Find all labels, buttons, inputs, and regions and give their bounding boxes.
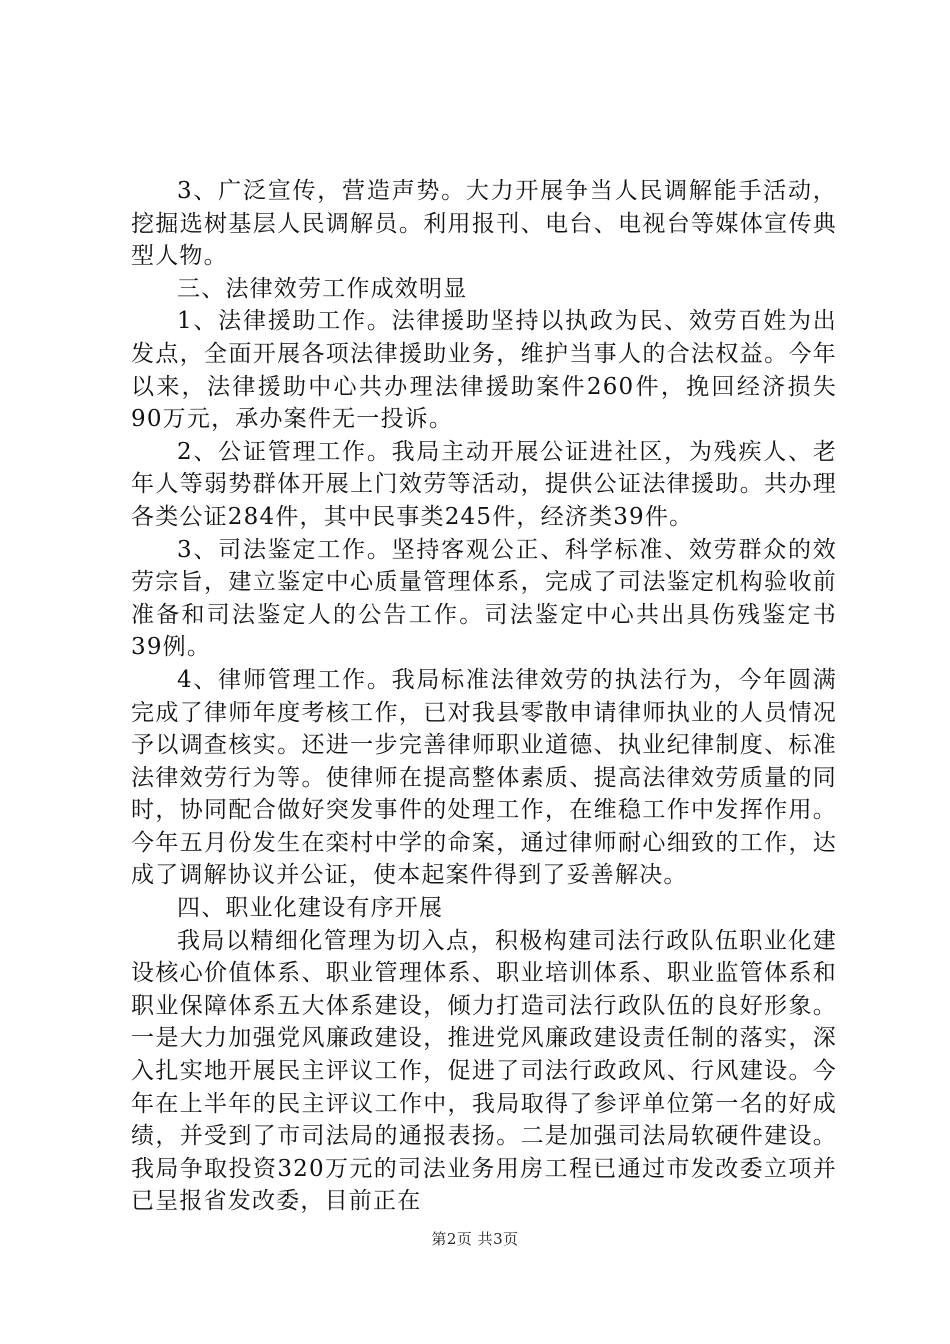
paragraph-publicity: 3、广泛宣传，营造声势。大力开展争当人民调解能手活动，挖掘选树基层人民调解员。利用报刊、电台、电视台等媒体宣传典型人物。 <box>131 178 837 270</box>
document-body <box>131 175 837 1218</box>
page-number-footer: 第2页 共3页 <box>431 1230 519 1248</box>
paragraph-professionalization: 我局以精细化管理为切入点，积极构建司法行政队伍职业化建设核心价值体系、职业管理体系、职业培训体系、职业监管体系和职业保障体系五大体系建设，倾力打造司法行政队伍的良好形象。一是大力加强党风廉政建设，推进党风廉政建设责任制的落实，深入扎实地开展民主评议工作，促进了司法行政政风、行风建设。今年在上半年的民主评议工作中，我局取得了参评单位第一名的好成绩，并受到了市司法局的通报表扬。二是加强司法局软硬件建设。我局争取投资320万元的司法业务用房工程已通过市发改委立项并已呈报省发改委，目前正在 <box>131 927 837 1215</box>
paragraph-lawyer-management: 4、律师管理工作。我局标准法律效劳的执法行为，今年圆满完成了律师年度考核工作，已对我县零散申请律师执业的人员情况予以调查核实。还进一步完善律师职业道德、执业纪律制度、标准法律效劳行为等。使律师在提高整体素质、提高法律效劳质量的同时，协同配合做好突发事件的处理工作，在维稳工作中发挥作用。今年五月份发生在栾村中学的命案，通过律师耐心细致的工作，达成了调解协议并公证，使本起案件得到了妥善解决。 <box>131 666 837 889</box>
paragraph-notary: 2、公证管理工作。我局主动开展公证进社区，为残疾人、老年人等弱势群体开展上门效劳等活动，提供公证法律援助。共办理各类公证284件，其中民事类245件，经济类39件。 <box>131 438 837 530</box>
paragraph-legal-aid: 1、法律援助工作。法律援助坚持以执政为民、效劳百姓为出发点，全面开展各项法律援助业务，维护当事人的合法权益。今年以来，法律援助中心共办理法律援助案件260件，挽回经济损失90万元，承办案件无一投诉。 <box>131 308 837 433</box>
paragraph-judicial-appraisal: 3、司法鉴定工作。坚持客观公正、科学标准、效劳群众的效劳宗旨，建立鉴定中心质量管理体系，完成了司法鉴定机构验收前准备和司法鉴定人的公告工作。司法鉴定中心共出具伤残鉴定书39例。 <box>131 536 837 661</box>
section-heading-professionalization: 四、职业化建设有序开展 <box>177 895 444 922</box>
section-heading-legal-services: 三、法律效劳工作成效明显 <box>177 275 468 302</box>
